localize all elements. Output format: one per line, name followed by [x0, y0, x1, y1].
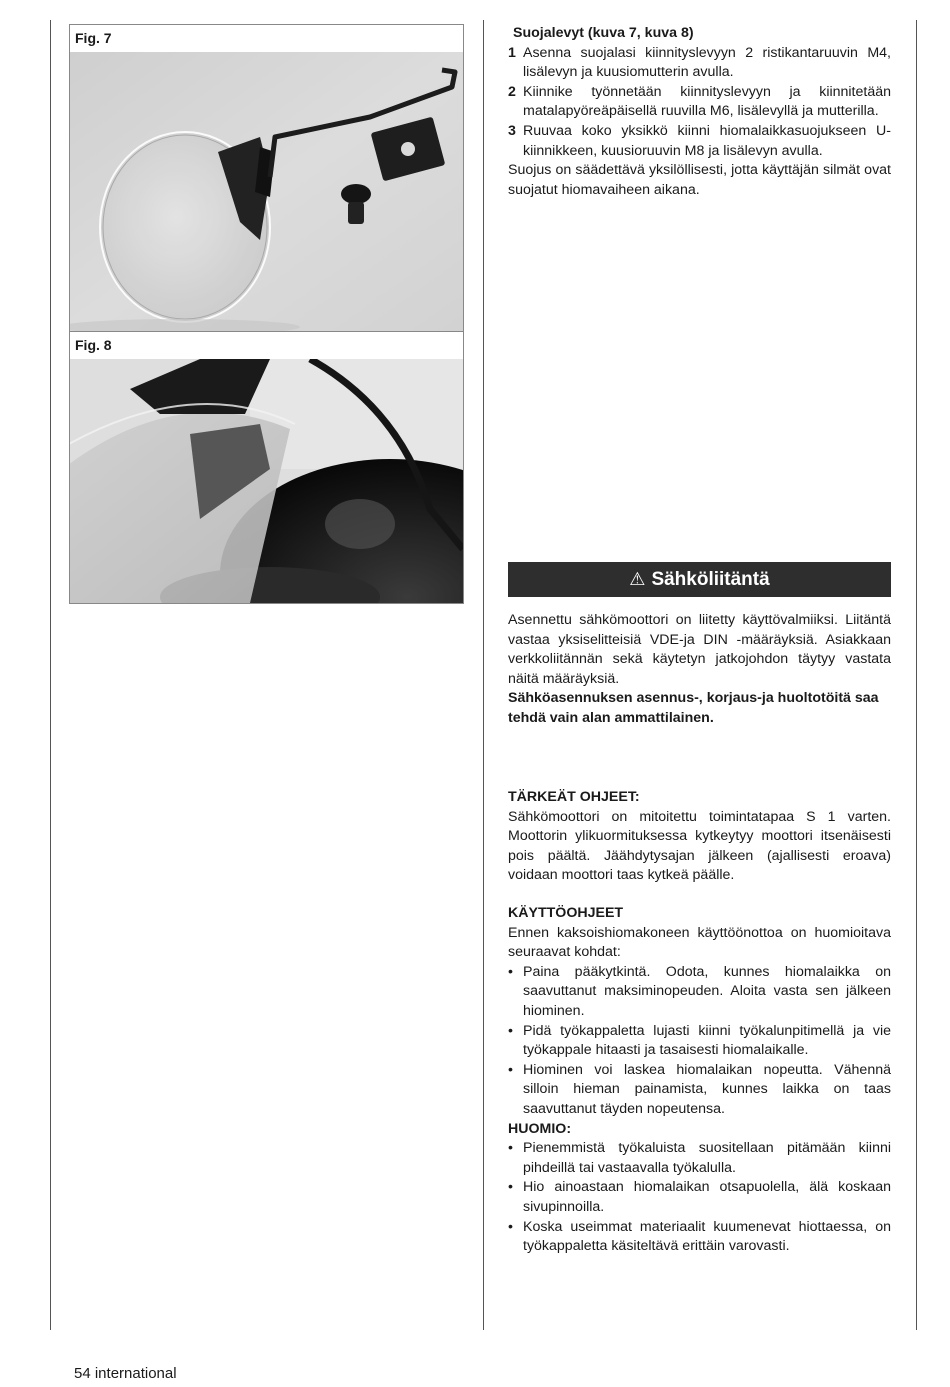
electrical-bold-note: Sähköasennuksen asennus-, korjaus-ja huoltotöitä saa tehdä vain alan ammattilainen.: [508, 690, 879, 726]
column-divider: [483, 20, 484, 1330]
figure-7-photo: [70, 52, 463, 332]
step-text: Kiinnike työnnetään kiinnityslevyyn ja kiinnitetään matalapyöreäpäisellä ruuvilla M6, lisälevyllä ja mutterilla.: [523, 83, 891, 120]
left-margin-rule: [50, 20, 51, 1330]
shields-note: Suojus on säädettävä yksilöllisesti, jotta käyttäjän silmät ovat suojatut hiomavaiheen aikana.: [508, 162, 891, 198]
figure-7: [69, 24, 464, 333]
note-bullet: [508, 1178, 891, 1217]
bullet-marker: •: [508, 1179, 513, 1196]
note-bullet: [508, 1218, 891, 1257]
shields-section: [508, 24, 891, 200]
bullet-marker: •: [508, 1218, 513, 1235]
note-heading: HUOMIO:: [508, 1120, 572, 1137]
step-number: 2: [508, 83, 516, 100]
right-margin-rule: [916, 20, 917, 1330]
usage-bullet: [508, 1022, 891, 1061]
bullet-marker: •: [508, 1022, 513, 1039]
bullet-marker: •: [508, 963, 513, 980]
shields-heading: Suojalevyt (kuva 7, kuva 8): [513, 25, 694, 41]
bullet-marker: •: [508, 1061, 513, 1078]
usage-bullet: [508, 963, 891, 1022]
step-text: Asenna suojalasi kiinnityslevyyn 2 ristikantaruuvin M4, lisälevyn ja kuusiomutterin avulla.: [523, 44, 891, 81]
bullet-text: Koska useimmat materiaalit kuumenevat hiottaessa, on työkappaletta käsiteltävä erittäin varovasti.: [523, 1218, 891, 1255]
bullet-text: Hio ainoastaan hiomalaikan otsapuolella, älä koskaan sivupinnoilla.: [523, 1179, 891, 1215]
step-text: Ruuvaa koko yksikkö kiinni hiomalaikkasuojukseen U-kiinnikkeen, kuusioruuvin M8 ja lisälevyn avulla.: [523, 122, 891, 159]
shields-step-2: [508, 83, 891, 122]
electrical-banner-title: Sähköliitäntä: [651, 568, 770, 590]
usage-intro: Ennen kaksoishiomakoneen käyttöönottoa on huomioitava seuraavat kohdat:: [508, 924, 891, 961]
usage-section: [508, 904, 891, 1257]
usage-bullet: [508, 1061, 891, 1120]
figure-7-label: Fig. 7: [75, 30, 112, 46]
warning-triangle-icon: ⚠: [629, 569, 646, 589]
figure-8: [69, 331, 464, 604]
bullet-text: Paina pääkytkintä. Odota, kunnes hiomalaikka on saavuttanut maksiminopeuden. Aloita vasta sen jälkeen hiominen.: [523, 963, 891, 1019]
figure-8-label: Fig. 8: [75, 337, 112, 353]
step-number: 3: [508, 122, 516, 139]
figure-8-photo: [70, 359, 463, 603]
bullet-text: Pidä työkappaletta lujasti kiinni työkalunpitimellä ja vie työkappale hitaasti ja tasaisesti hiomalaikalle.: [523, 1022, 891, 1059]
bullet-marker: •: [508, 1140, 513, 1157]
important-section: [508, 788, 891, 886]
electrical-banner: [508, 562, 891, 597]
electrical-paragraph: Asennettu sähkömoottori on liitetty käyttövalmiiksi. Liitäntä vastaa yksiselitteisiä VDE-ja DIN -määräyksiä. Asiakkaan verkkoliitännän sekä käytetyn jatkojohdon täytyy vastata näitä määräyksiä.: [508, 612, 891, 687]
bullet-text: Pienemmistä työkaluista suositellaan pitämään kiinni pihdeillä tai vastaavalla työkalulla.: [523, 1140, 891, 1176]
shields-step-1: [508, 44, 891, 83]
important-heading: TÄRKEÄT OHJEET:: [508, 789, 640, 805]
step-number: 1: [508, 44, 516, 61]
note-bullet: [508, 1139, 891, 1178]
electrical-section: [508, 611, 891, 729]
page-footer: 54 international: [74, 1365, 177, 1382]
shields-step-3: [508, 122, 891, 161]
important-text: Sähkömoottori on mitoitettu toimintatapaa S 1 varten. Moottorin ylikuormituksessa kytkeytyy moottori itsenäisesti pois päältä. Jäähdytysajan jälkeen (ajallisesti eroava) voidaan moottori taas kytkeä päälle.: [508, 808, 891, 884]
bullet-text: Hiominen voi laskea hiomalaikan nopeutta. Vähennä silloin hieman painamista, kunnes laikka on taas saavuttanut täyden nopeutensa.: [523, 1061, 891, 1117]
usage-heading: KÄYTTÖOHJEET: [508, 905, 624, 921]
